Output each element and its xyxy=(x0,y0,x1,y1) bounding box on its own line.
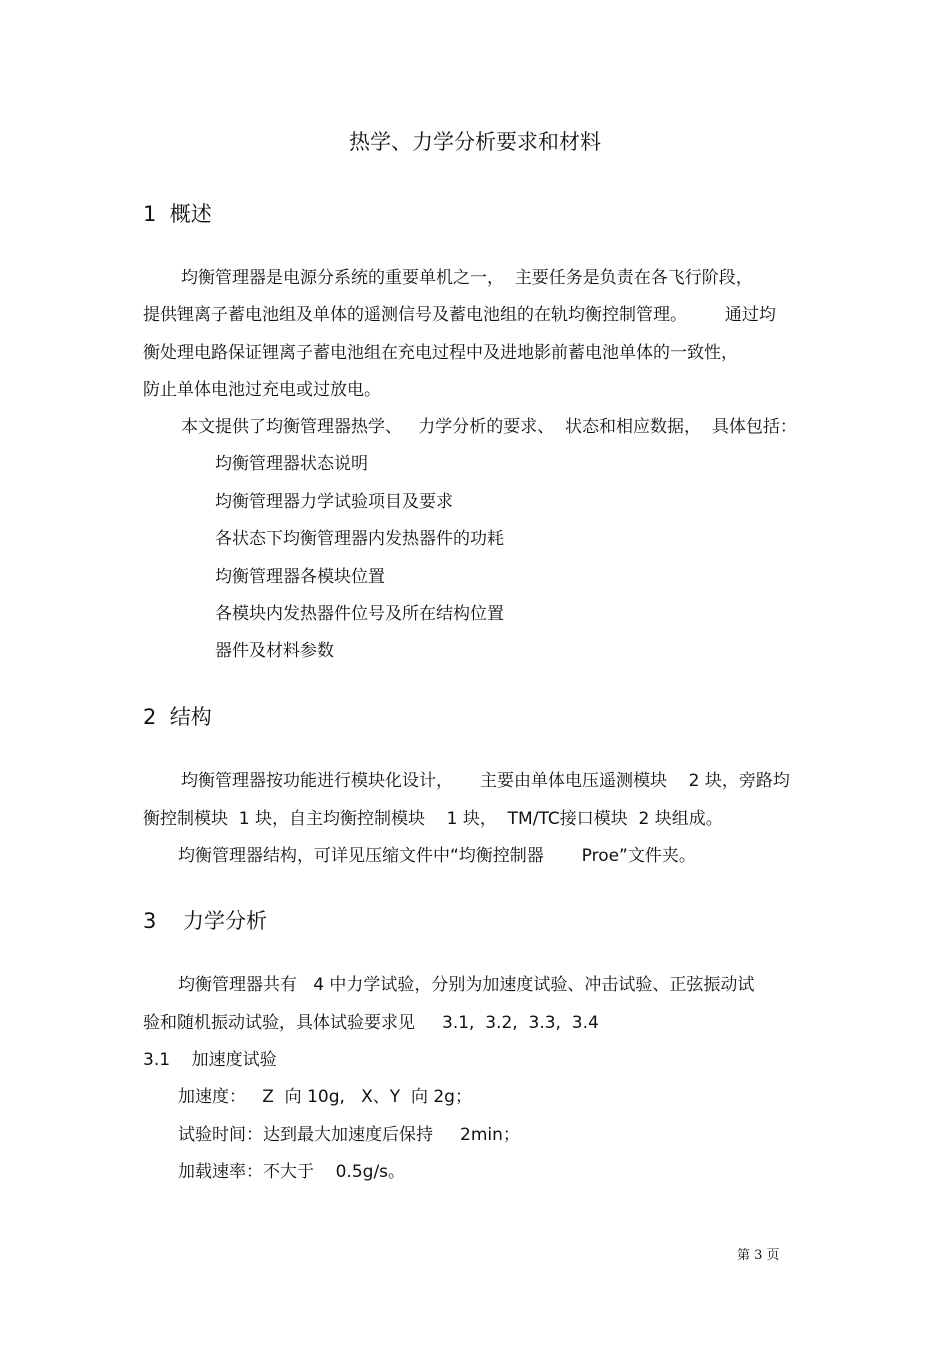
page-number: 第 3 页 xyxy=(737,1248,780,1263)
paragraph-line: 均衡管理器是电源分系统的重要单机之一， 主要任务是负责在各飞行阶段， xyxy=(181,268,753,288)
spec-line: 试验时间：达到最大加速度后保持 2min； xyxy=(178,1125,520,1145)
list-item: 各模块内发热器件位号及所在结构位置 xyxy=(215,604,504,624)
section-1-heading: 1 概述 xyxy=(143,202,212,226)
paragraph-line: 均衡管理器结构，可详见压缩文件中“均衡控制器 Proe”文件夹。 xyxy=(178,846,696,866)
paragraph-line: 衡处理电路保证锂离子蓄电池组在充电过程中及进地影前蓄电池单体的一致性， xyxy=(143,343,738,363)
document-title: 热学、力学分析要求和材料 xyxy=(349,130,601,154)
list-item: 器件及材料参数 xyxy=(215,641,334,661)
paragraph-line: 提供锂离子蓄电池组及单体的遥测信号及蓄电池组的在轨均衡控制管理。 通过均 xyxy=(143,305,776,325)
subsection-heading: 3.1 加速度试验 xyxy=(143,1050,277,1070)
paragraph-line: 防止单体电池过充电或过放电。 xyxy=(143,380,381,400)
spec-line: 加载速率：不大于 0.5g/s。 xyxy=(178,1162,406,1182)
list-item: 均衡管理器状态说明 xyxy=(215,454,368,474)
paragraph-line: 均衡管理器按功能进行模块化设计， 主要由单体电压遥测模块 2 块，旁路均 xyxy=(181,771,790,791)
list-item: 各状态下均衡管理器内发热器件的功耗 xyxy=(215,529,504,549)
paragraph-line: 衡控制模块 1 块，自主均衡控制模块 1 块， TM/TC接口模块 2 块组成。 xyxy=(143,809,723,829)
list-item: 均衡管理器力学试验项目及要求 xyxy=(215,492,453,512)
spec-line: 加速度： Z 向 10g, X、Y 向 2g； xyxy=(178,1087,472,1107)
section-2-heading: 2 结构 xyxy=(143,705,212,729)
paragraph-line: 验和随机振动试验，具体试验要求见 3.1, 3.2, 3.3, 3.4 xyxy=(143,1013,599,1033)
section-3-heading: 3 力学分析 xyxy=(143,909,268,933)
paragraph-line: 均衡管理器共有 4 中力学试验，分别为加速度试验、冲击试验、正弦振动试 xyxy=(178,975,755,995)
list-item: 均衡管理器各模块位置 xyxy=(215,567,385,587)
paragraph-line: 本文提供了均衡管理器热学、 力学分析的要求、 状态和相应数据， 具体包括： xyxy=(181,417,797,437)
